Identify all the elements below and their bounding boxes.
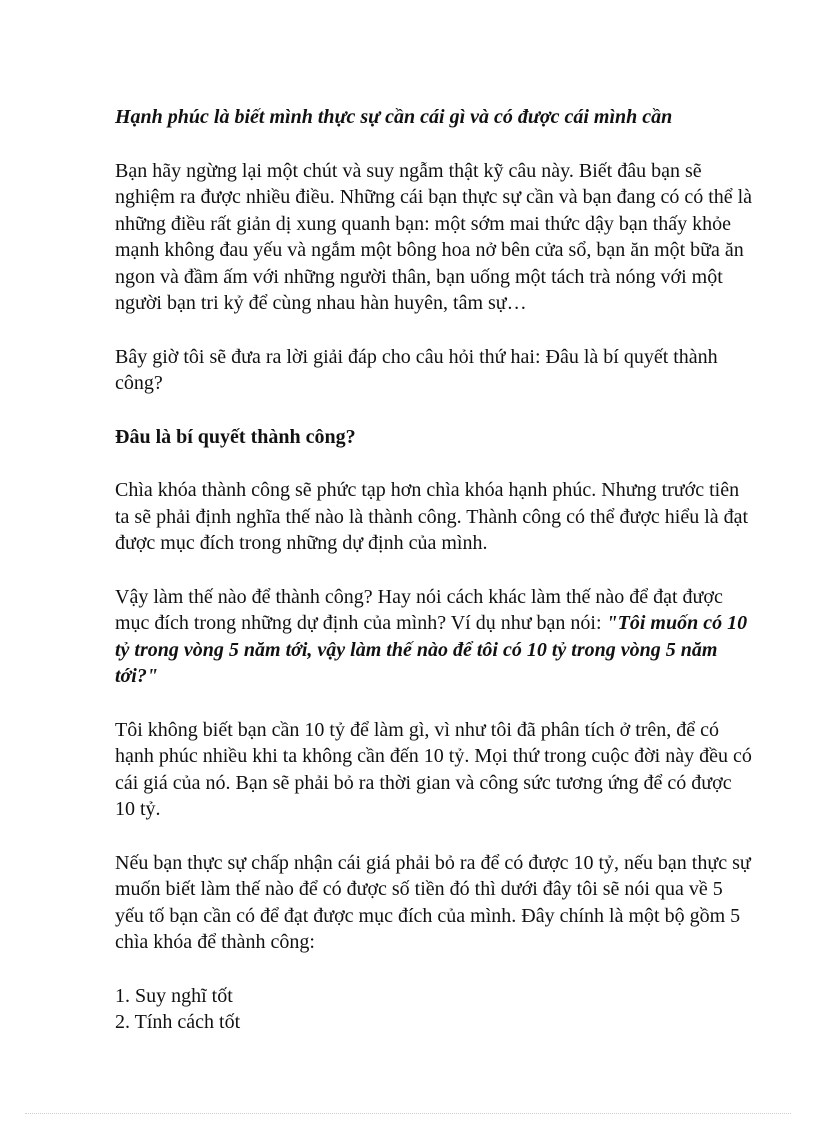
list-item: 2. Tính cách tốt	[115, 1011, 241, 1033]
paragraph-how-to-succeed-text: Vậy làm thế nào để thành công? Hay nói cách khác làm thế nào để đạt được mục đích trong những dự định của mình? Ví dụ như bạn nói:	[115, 585, 723, 634]
paragraph-reflection: Bạn hãy ngừng lại một chút và suy ngẫm thật kỹ câu này. Biết đâu bạn sẽ nghiệm ra được nhiều điều. Những cái bạn thực sự cần và bạn đang có có thể là những điều rất giản dị xung quanh bạn: một sớm mai thức dậy bạn thấy khỏe mạnh không đau yếu và ngắm một bông hoa nở bên cửa sổ, bạn ăn một bữa ăn ngon và đầm ấm với những người thân, bạn uống một tách trà nóng với một người bạn tri kỷ để cùng nhau hàn huyên, tâm sự…	[115, 159, 753, 314]
paragraph-five-keys: Nếu bạn thực sự chấp nhận cái giá phải bỏ ra để có được 10 tỷ, nếu bạn thực sự muốn biết làm thế nào để có được số tiền đó thì dưới đây tôi sẽ nói qua về 5 yếu tố bạn cần có để đạt được mục đích của mình. Đây chính là một bộ gồm 5 chìa khóa để thành công:	[115, 851, 751, 953]
document-body	[115, 104, 755, 1036]
paragraph-success-definition: Chìa khóa thành công sẽ phức tạp hơn chìa khóa hạnh phúc. Nhưng trước tiên ta sẽ phải định nghĩa thế nào là thành công. Thành công có thể được hiểu là đạt được mục đích trong những dự định của mình.	[115, 479, 749, 554]
list-item: 1. Suy nghĩ tốt	[115, 984, 233, 1007]
keys-list	[115, 983, 755, 1036]
paragraph-price: Tôi không biết bạn cần 10 tỷ để làm gì, vì như tôi đã phân tích ở trên, để có hạnh phúc nhiều khi ta không cần đến 10 tỷ. Mọi thứ trong cuộc đời này đều có cái giá của nó. Bạn sẽ phải bỏ ra thời gian và công sức tương ứng để có được 10 tỷ.	[115, 718, 752, 820]
heading-success-secret: Đâu là bí quyết thành công?	[115, 425, 356, 448]
paragraph-how-to-succeed	[115, 584, 755, 690]
page-bottom-divider	[25, 1113, 791, 1114]
example-quote: "Tôi muốn có 10 tỷ trong vòng 5 năm tới, vậy làm thế nào để tôi có 10 tỷ trong vòng 5 năm tới?"	[115, 612, 748, 687]
heading-happiness: Hạnh phúc là biết mình thực sự cần cái gì và có được cái mình cần	[115, 106, 673, 128]
paragraph-second-question: Bây giờ tôi sẽ đưa ra lời giải đáp cho câu hỏi thứ hai: Đâu là bí quyết thành công?	[115, 345, 718, 394]
